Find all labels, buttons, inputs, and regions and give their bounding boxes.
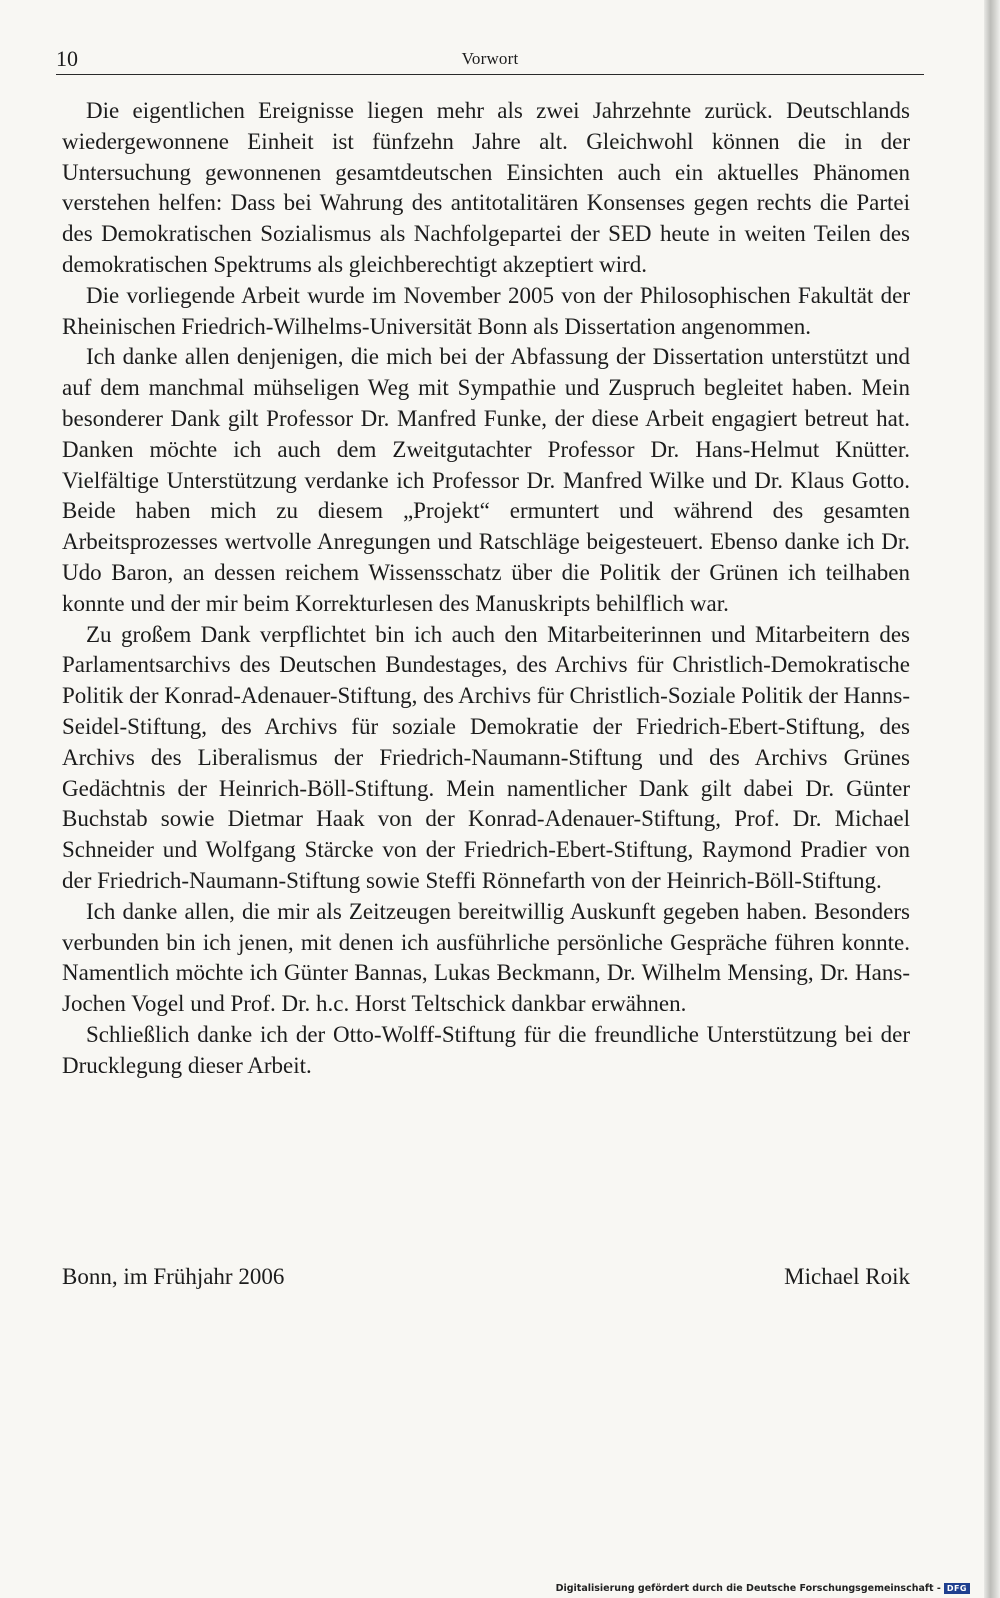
paragraph: Schließlich danke ich der Otto-Wolff-Stiftung für die freundliche Unterstützung bei der Drucklegung dieser Arbeit.	[62, 1021, 910, 1078]
page-edge	[984, 0, 1000, 1598]
page-number: 10	[56, 46, 78, 71]
paragraph: Die eigentlichen Ereignisse liegen mehr als zwei Jahrzehnte zurück. Deutschlands wiedergewonnene Einheit ist fünfzehn Jahre alt. Gleichwohl können die in der Untersuchung gewonnenen gesamtdeutschen Einsichten auch ein aktuelles Phänomen verstehen helfen: Dass bei Wahrung des antitotalitären Konsenses gegen rechts die Partei des Demokratischen Sozialismus als Nachfolgepartei der SED heute in weiten Teilen des demokratischen Spektrums als gleichberechtigt akzeptiert wird.	[62, 98, 910, 277]
paragraph: Ich danke allen, die mir als Zeitzeugen bereitwillig Auskunft gegeben haben. Besonders verbunden bin ich jenen, mit denen ich ausführliche persönliche Gespräche führen konnte. Namentlich möchte ich Günter Bannas, Lukas Beckmann, Dr. Wilhelm Mensing, Dr. Hans-Jochen Vogel und Prof. Dr. h.c. Horst Teltschick dankbar erwähnen.	[62, 898, 910, 1017]
page-header	[56, 44, 924, 75]
signature-line	[62, 1262, 910, 1292]
running-title: Vorwort	[461, 49, 519, 68]
author-name: Michael Roik	[784, 1264, 910, 1289]
body-text	[62, 96, 910, 1082]
paragraph: Die vorliegende Arbeit wurde im November 2005 von der Philosophischen Fakultät der Rheinischen Friedrich-Wilhelms-Universität Bonn als Dissertation angenommen.	[62, 282, 910, 339]
funding-note: Digitalisierung gefördert durch die Deutsche Forschungsgemeinschaft -	[555, 1583, 941, 1594]
place-date: Bonn, im Frühjahr 2006	[62, 1264, 285, 1289]
paragraph: Ich danke allen denjenigen, die mich bei der Abfassung der Dissertation unterstützt und auf dem manchmal mühseligen Weg mit Sympathie und Zuspruch begleitet haben. Mein besonderer Dank gilt Professor Dr. Manfred Funke, der diese Arbeit engagiert betreut hat. Danken möchte ich auch dem Zweitgutachter Professor Dr. Hans-Helmut Knütter. Vielfältige Unterstützung verdanke ich Professor Dr. Manfred Wilke und Dr. Klaus Gotto. Beide haben mich zu diesem „Projekt“ ermuntert und während des gesamten Arbeitsprozesses wertvolle Anregungen und Ratschläge beigesteuert. Ebenso danke ich Dr. Udo Baron, an dessen reichem Wissensschatz über die Politik der Grünen ich teilhaben konnte und der mir beim Korrekturlesen des Manuskripts behilflich war.	[62, 344, 910, 616]
paragraph: Zu großem Dank verpflichtet bin ich auch den Mitarbeiterinnen und Mitarbeitern des Parlamentsarchivs des Deutschen Bundestages, des Archivs für Christlich-Demokratische Politik der Konrad-Adenauer-Stiftung, des Archivs für Christlich-Soziale Politik der Hanns-Seidel-Stiftung, des Archivs für soziale Demokratie der Friedrich-Ebert-Stiftung, des Archivs des Liberalismus der Friedrich-Naumann-Stiftung und des Archivs Grünes Gedächtnis der Heinrich-Böll-Stiftung. Mein namentlicher Dank gilt dabei Dr. Günter Buchstab sowie Dietmar Haak von der Konrad-Adenauer-Stiftung, Prof. Dr. Michael Schneider und Wolfgang Stärcke von der Friedrich-Ebert-Stiftung, Raymond Pradier von der Friedrich-Naumann-Stiftung sowie Steffi Rönnefarth von der Heinrich-Böll-Stiftung.	[62, 621, 910, 893]
dfg-logo-icon: DFG	[944, 1583, 970, 1594]
digitization-note	[556, 1583, 970, 1594]
